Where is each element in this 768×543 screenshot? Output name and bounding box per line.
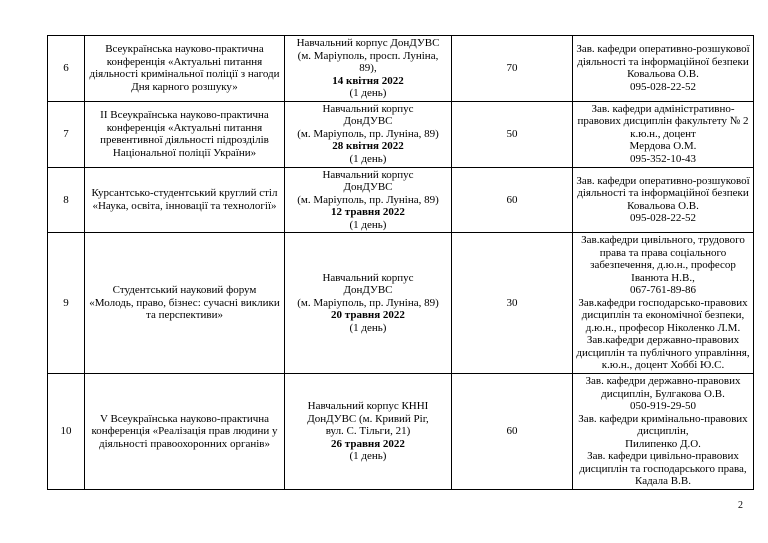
event-name-cell [85, 374, 285, 490]
event-name-line: Дня карного розшуку» [131, 80, 238, 93]
contact-line: 067-761-89-86 [630, 284, 696, 297]
venue-line: Навчальний корпус [322, 271, 414, 284]
table-row [48, 101, 754, 167]
event-duration: (1 день) [349, 87, 387, 99]
venue-date-cell [285, 374, 452, 490]
event-name-line: діяльності правоохоронних органів» [98, 437, 270, 450]
venue-date-cell [285, 36, 452, 102]
contact-line: к.ю.н., доцент Хоббі Ю.С. [601, 359, 725, 372]
contact-line: діяльності та інформаційної безпеки [577, 187, 749, 200]
venue-line: (м. Маріуполь, пр. Луніна, 89) [297, 127, 439, 140]
participants-count-cell: 30 [452, 233, 573, 374]
event-name-cell [85, 167, 285, 233]
row-number-cell: 8 [48, 167, 85, 233]
contact-line: Ковальова О.В. [627, 199, 699, 212]
event-date: 26 травня 2022 [331, 437, 405, 450]
contact-line: діяльності та інформаційної безпеки [577, 55, 749, 68]
contact-line: 050-919-29-50 [630, 400, 696, 412]
event-name-line: та перспективи» [146, 309, 223, 322]
events-table [47, 35, 754, 490]
event-name-line: Курсантсько-студентський круглий стіл [91, 187, 278, 200]
event-duration: (1 день) [349, 321, 387, 334]
table-row [48, 233, 754, 374]
contact-line: Зав.кафедри державно-правових [586, 334, 740, 347]
contact-line: Зав. кафедри кримінально-правових [578, 412, 748, 425]
venue-date-cell [285, 233, 452, 374]
contact-line: 095-028-22-52 [630, 212, 696, 225]
events-table-body [48, 36, 754, 490]
venue-line: вул. С. Тільги, 21) [325, 425, 411, 437]
venue-line: ДонДУВС [343, 181, 393, 193]
table-row [48, 167, 754, 233]
contact-line: Іванюта Н.В., [631, 271, 695, 284]
contact-line: Зав. кафедри цивільно-правових [587, 450, 739, 462]
event-name-cell [85, 233, 285, 374]
event-name-line: «Наука, освіта, інновації та технології» [92, 199, 277, 212]
contact-line: Зав. кафедри адміністративно- [591, 102, 735, 115]
responsible-contacts-cell [573, 101, 754, 167]
venue-line: Навчальний корпус [322, 102, 414, 115]
responsible-contacts-cell [573, 36, 754, 102]
responsible-contacts-cell [573, 233, 754, 374]
contact-line: права та права соціального [599, 246, 727, 259]
table-row [48, 36, 754, 102]
venue-line: ДонДУВС [343, 115, 393, 128]
contact-line: Зав. кафедри оперативно-розшукової [576, 174, 750, 187]
event-name-line: конференція «Реалізація прав людини у [91, 425, 278, 437]
event-name-line: превентивної діяльності підрозділів [100, 134, 269, 146]
event-name-line: конференція «Актуальні питання [106, 121, 263, 134]
contact-line: забезпечення, д.ю.н., професор [590, 259, 736, 272]
contact-line: дисциплін та економічної безпеки, [581, 309, 745, 322]
participants-count-cell: 60 [452, 167, 573, 233]
participants-count-cell: 50 [452, 101, 573, 167]
venue-date-cell [285, 167, 452, 233]
event-name-line: діяльності кримінальної поліції з нагоди [89, 68, 280, 81]
venue-line: (м. Маріуполь, просп. Луніна, 89), [297, 49, 439, 74]
venue-line: Навчальний корпус [322, 168, 414, 181]
contact-line: 095-352-10-43 [630, 152, 696, 165]
contact-line: Мердова О.М. [629, 140, 697, 153]
venue-line: (м. Маріуполь, пр. Луніна, 89) [297, 193, 439, 206]
contact-line: дисциплін, [637, 425, 689, 437]
venue-line: ДонДУВС [343, 284, 393, 297]
row-number-cell: 6 [48, 36, 85, 102]
contact-line: Зав. кафедри державно-правових [585, 375, 741, 387]
contact-line: д.ю.н., професор Ніколенко Л.М. [585, 321, 741, 334]
contact-line: дисциплін, Булгакова О.В. [601, 387, 725, 400]
event-duration: (1 день) [349, 218, 387, 231]
contact-line: Зав.кафедри цивільного, трудового [581, 234, 745, 247]
event-name-line: Студентський науковий форум [112, 284, 257, 297]
event-name-line: ІІ Всеукраїнська науково-практична [100, 109, 269, 121]
contact-line: Зав.кафедри господарсько-правових [578, 296, 748, 309]
contact-line: к.ю.н., доцент [630, 127, 696, 140]
venue-line: Навчальний корпус КННІ [307, 400, 429, 412]
event-date: 12 травня 2022 [331, 206, 405, 218]
participants-count-cell: 70 [452, 36, 573, 102]
event-name-line: V Всеукраїнська науково-практична [99, 412, 270, 425]
event-name-line: конференція «Актуальні питання [106, 55, 263, 68]
contact-line: Ковальова О.В. [627, 68, 699, 81]
venue-line: (м. Маріуполь, пр. Луніна, 89) [297, 296, 439, 309]
event-name-line: Національної поліції України» [112, 146, 257, 159]
contact-line: Кадала В.В. [635, 475, 691, 487]
event-name-cell [85, 101, 285, 167]
contact-line: Зав. кафедри оперативно-розшукової [576, 43, 750, 56]
participants-count-cell: 60 [452, 374, 573, 490]
event-name-cell [85, 36, 285, 102]
responsible-contacts-cell [573, 374, 754, 490]
contact-line: 095-028-22-52 [630, 80, 696, 93]
contact-line: дисциплін та господарського права, [579, 462, 747, 475]
row-number-cell: 10 [48, 374, 85, 490]
event-name-line: «Молодь, право, бізнес: сучасні виклики [89, 296, 280, 309]
contact-line: правових дисциплін факультету № 2 [577, 115, 749, 128]
venue-date-cell [285, 101, 452, 167]
event-name-line: Всеукраїнська науково-практична [105, 43, 264, 56]
row-number-cell: 9 [48, 233, 85, 374]
page-number: 2 [738, 500, 743, 511]
table-row [48, 374, 754, 490]
venue-line: Навчальний корпус ДонДУВС [296, 37, 440, 49]
event-date: 20 травня 2022 [331, 309, 405, 322]
contact-line: Пилипенко Д.О. [625, 437, 701, 450]
event-duration: (1 день) [349, 152, 387, 165]
event-date: 28 квітня 2022 [332, 140, 404, 153]
event-duration: (1 день) [349, 450, 387, 462]
event-date: 14 квітня 2022 [332, 74, 404, 87]
responsible-contacts-cell [573, 167, 754, 233]
venue-line: ДонДУВС (м. Кривий Ріг, [307, 412, 429, 425]
contact-line: дисциплін та публічного управління, [576, 346, 750, 359]
row-number-cell: 7 [48, 101, 85, 167]
